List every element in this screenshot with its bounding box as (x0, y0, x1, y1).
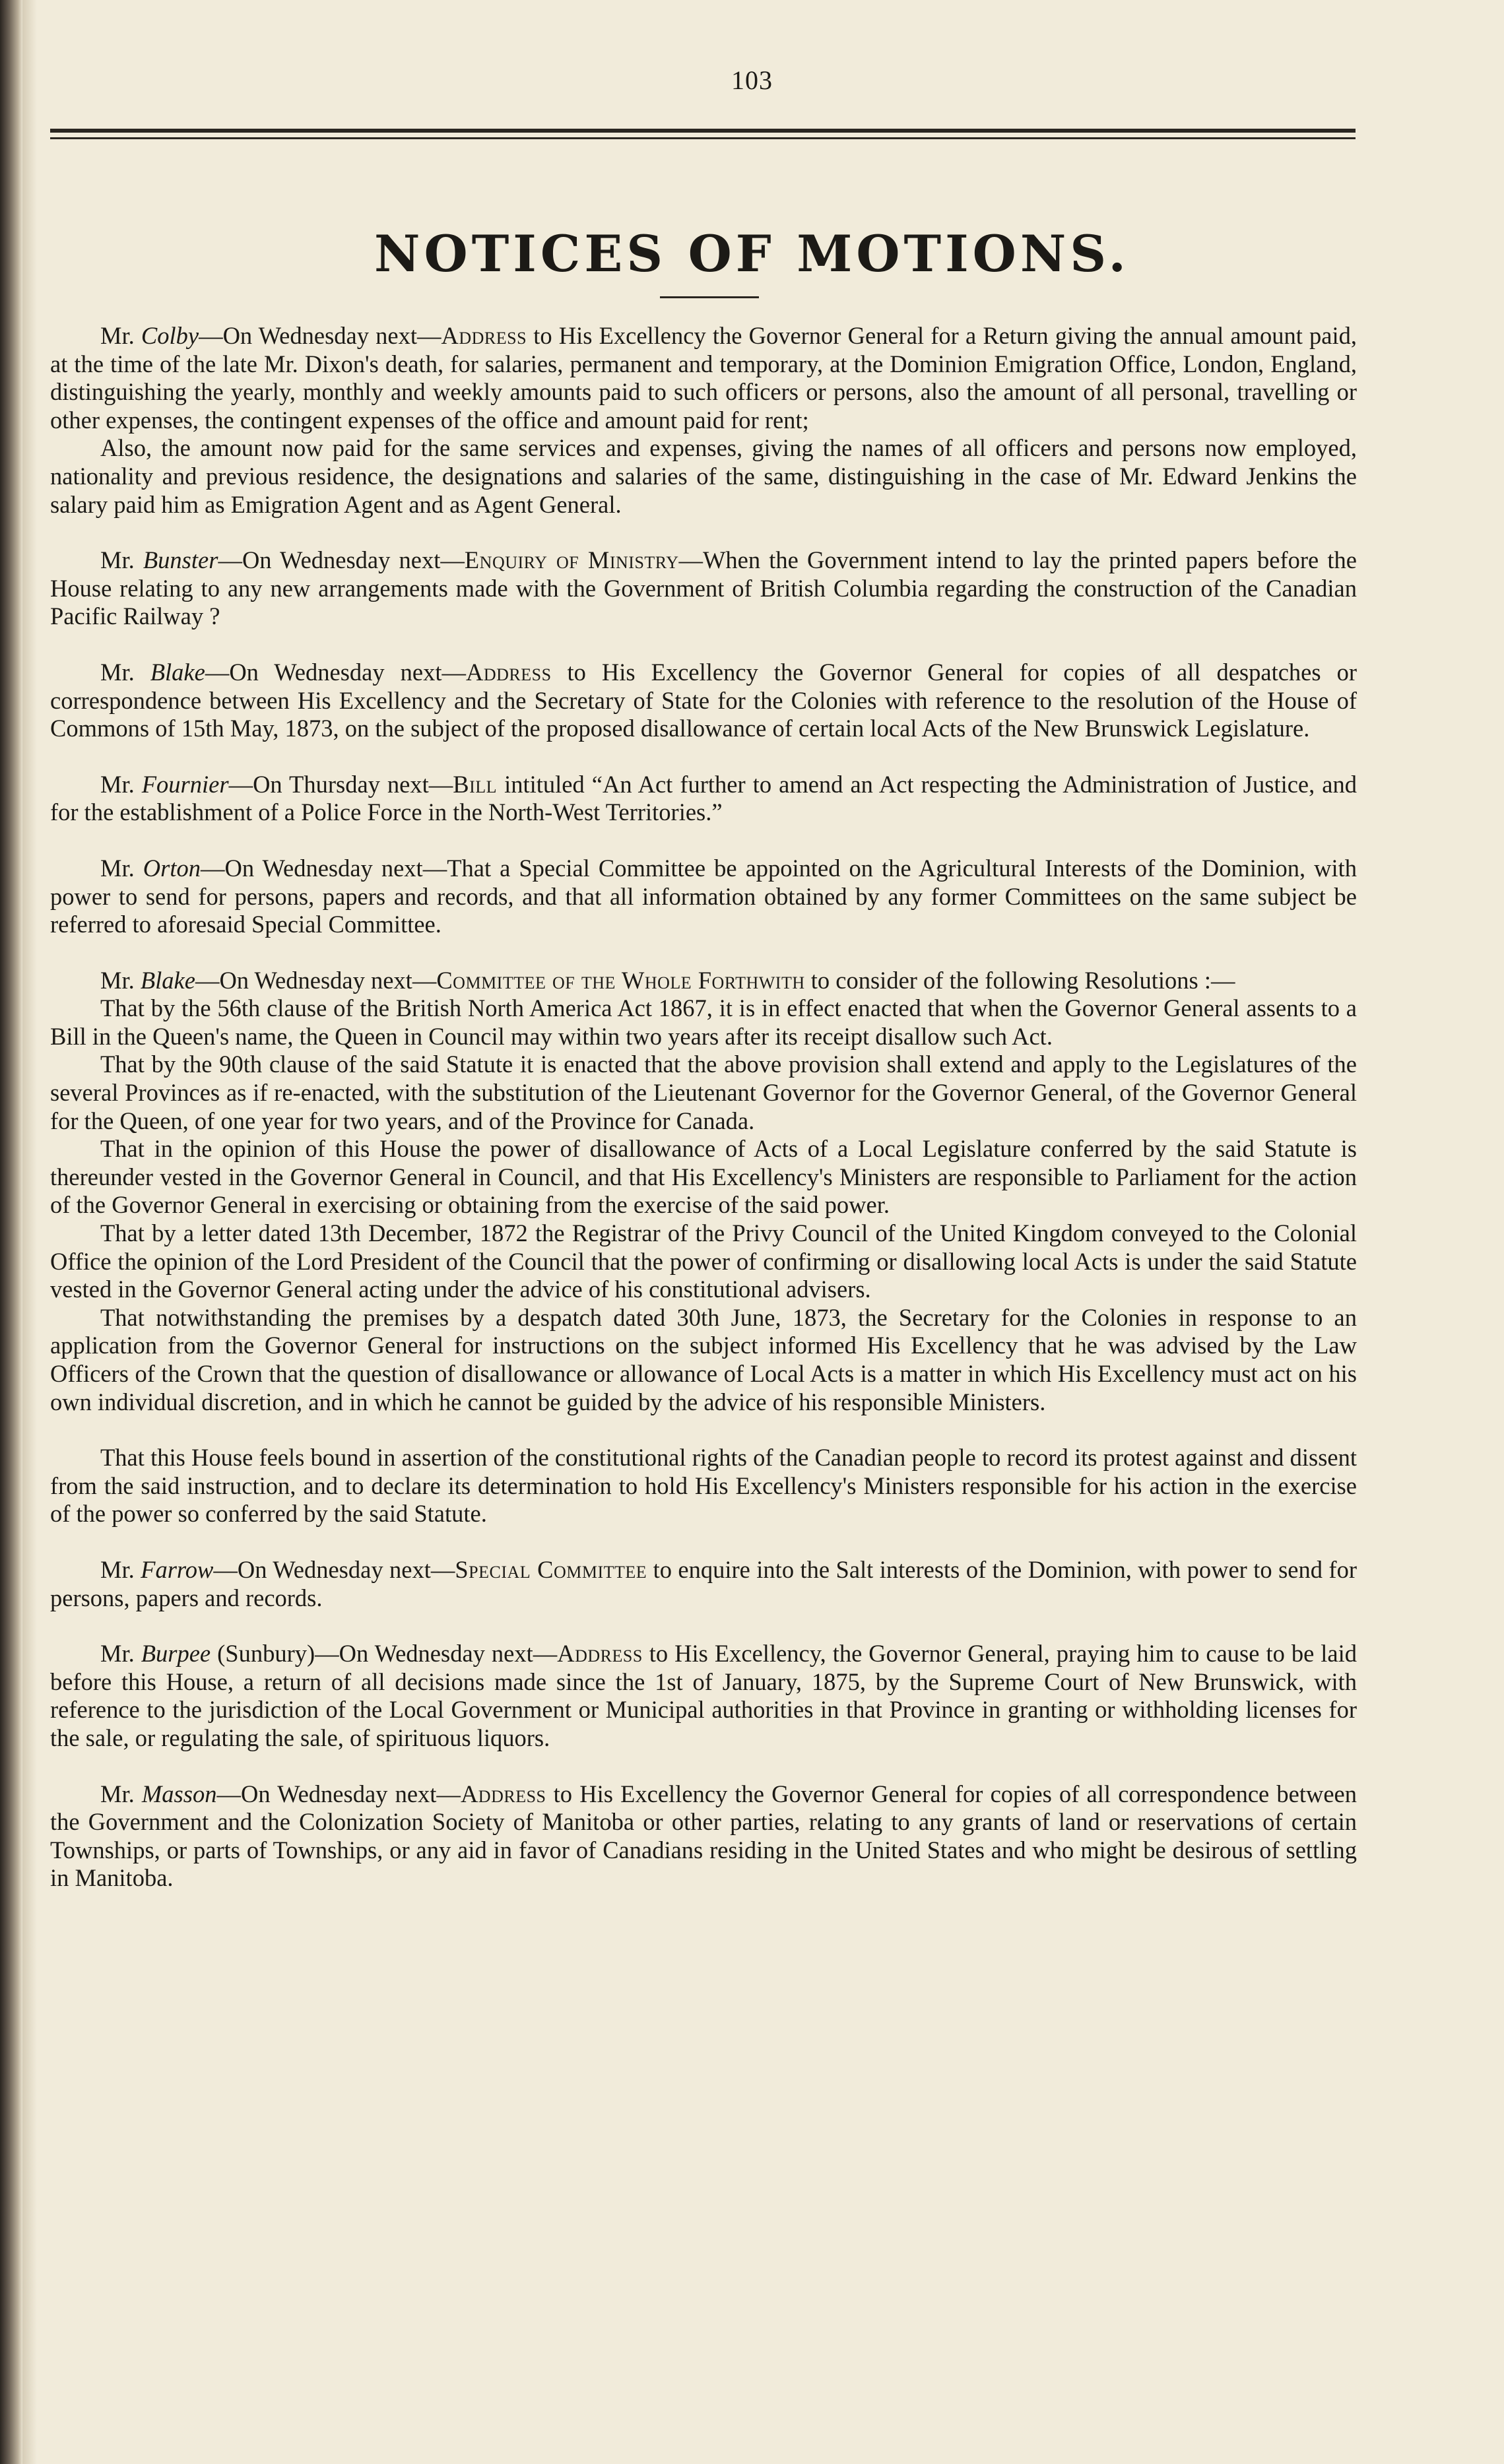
notice-paragraph: Mr. Burpee (Sunbury)—On Wednesday next—Address to His Excellency, the Governor General, praying him to cause to be laid before this House, a return of all decisions made since the 1st of January, 1875, by the Supreme Court of New Brunswick, with reference to the jurisdiction of the Local Government or Municipal authorities in that Province in granting or withholding licenses for the sale, or regulating the sale, of spirituous liquors. (50, 1640, 1357, 1751)
title-underline (660, 296, 759, 298)
member-name: Farrow (141, 1555, 214, 1583)
member-name: Orton (143, 854, 201, 882)
motion-type: Enquiry of Ministry (464, 546, 679, 574)
motion-type: Address (460, 1780, 546, 1807)
motion-type: Address (465, 658, 552, 686)
notice-blake-address (50, 659, 1357, 743)
motion-type: Special Committee (455, 1555, 647, 1583)
resolution-2: That by the 90th clause of the said Statute it is enacted that the above provision shall extend and apply to the Legislatures of the several Provinces as if re-enacted, with the substitution of the Lieutenant Governor for the Governor General, of the Governor General for the Queen, of one year for two years, and of the Province for Canada. (50, 1051, 1357, 1134)
header-rule-thick (50, 129, 1356, 133)
notice-paragraph-continued: Also, the amount now paid for the same services and expenses, giving the names of all officers and persons now employed, nationality and previous residence, the designations and salaries of the same, distinguishing in the case of Mr. Edward Jenkins the salary paid him as Emigration Agent and as Agent General. (50, 434, 1357, 518)
notice-masson (50, 1780, 1357, 1893)
notice-paragraph: Mr. Masson—On Wednesday next—Address to His Excellency the Governor General for copies of all correspondence between the Government and the Colonization Society of Manitoba or other parties, relating to any grants of land or reservations of certain Townships, or parts of Townships, or any aid in favor of Canadians residing in the United States and who might be desirous of settling in Manitoba. (50, 1780, 1357, 1892)
notice-paragraph: Mr. Blake—On Wednesday next—Committee of the Whole Forthwith to consider of the following Resolutions :— (100, 966, 1235, 994)
motion-type: Committee of the Whole Forthwith (436, 966, 805, 994)
notice-blake-resolutions (50, 967, 1357, 1417)
notice-bunster (50, 546, 1357, 631)
page-gutter (22, 0, 37, 2464)
notice-fournier (50, 771, 1357, 827)
motion-type: Address (557, 1640, 643, 1668)
book-binding-shadow (0, 0, 22, 2464)
notice-paragraph: Mr. Bunster—On Wednesday next—Enquiry of Ministry—When the Government intend to lay the printed papers before the House relating to any new arrangements made with the Government of British Columbia regarding the construction of the Canadian Pacific Railway ? (50, 546, 1357, 630)
notice-farrow (50, 1556, 1357, 1612)
notice-orton (50, 855, 1357, 939)
header-rule-thin (50, 137, 1356, 139)
motion-type: Address (441, 322, 527, 349)
motion-type: Bill (453, 770, 498, 798)
notice-burpee (50, 1640, 1357, 1752)
member-name: Masson (141, 1780, 217, 1807)
notices-list (50, 322, 1357, 1893)
notice-paragraph: Mr. Blake—On Wednesday next—Address to His Excellency the Governor General for copies of all despatches or correspondence between His Excellency and the Secretary of State for the Colonies with reference to the resolution of the House of Commons of 15th May, 1873, on the subject of the proposed disallowance of certain local Acts of the New Brunswick Legislature. (50, 658, 1357, 742)
notice-blake-protest (50, 1444, 1357, 1528)
notice-paragraph: That this House feels bound in assertion of the constitutional rights of the Canadian people to record its protest against and dissent from the said instruction, and to declare its determination to hold His Excellency's Ministers responsible for his action in the exercise of the power so conferred by the said Statute. (50, 1444, 1357, 1528)
resolution-5: That notwithstanding the premises by a despatch dated 30th June, 1873, the Secretary for the Colonies in response to an application from the Governor General for instructions on the subject informed His Excellency that he was advised by the Law Officers of the Crown that the question of disallowance or allowance of Local Acts is a matter in which His Excellency must act on his own individual discretion, and in which he cannot be guided by the advice of his responsible Ministers. (50, 1303, 1357, 1415)
resolution-4: That by a letter dated 13th December, 1872 the Registrar of the Privy Council of the United Kingdom conveyed to the Colonial Office the opinion of the Lord President of the Council that the power of confirming or disallowing local Acts is under the said Statute vested in the Governor General acting under the advice of his constitutional advisers. (50, 1219, 1357, 1303)
member-name: Fournier (141, 770, 229, 798)
notice-colby (50, 322, 1357, 519)
member-name: Blake (140, 966, 195, 994)
member-name: Bunster (143, 546, 218, 574)
page-number: 103 (731, 65, 773, 95)
notice-paragraph: Mr. Orton—On Wednesday next—That a Special Committee be appointed on the Agricultural Interests of the Dominion, with power to send for persons, papers and records, and that all information obtained by any former Committees on the same subject be referred to aforesaid Special Committee. (50, 854, 1357, 938)
notice-paragraph: Mr. Farrow—On Wednesday next—Special Committee to enquire into the Salt interests of the Dominion, with power to send for persons, papers and records. (50, 1555, 1357, 1611)
member-name: Blake (150, 658, 205, 686)
resolution-1: That by the 56th clause of the British North America Act 1867, it is in effect enacted that when the Governor General assents to a Bill in the Queen's name, the Queen in Council may within two years after its receipt disallow such Act. (50, 994, 1357, 1050)
member-name: Burpee (141, 1640, 211, 1668)
notice-paragraph: Mr. Fournier—On Thursday next—Bill intituled “An Act further to amend an Act respecting the Administration of Justice, and for the establishment of a Police Force in the North-West Territories.” (50, 770, 1357, 826)
resolution-3: That in the opinion of this House the power of disallowance of Acts of a Local Legislature conferred by the said Statute is thereunder vested in the Governor General in Council, and that His Excellency's Ministers are responsible to Parliament for the action of the Governor General in exercising or obtaining from the exercise of the said power. (50, 1135, 1357, 1219)
member-name: Colby (141, 322, 199, 349)
page-title: NOTICES OF MOTIONS. (374, 224, 1130, 283)
notice-paragraph: Mr. Colby—On Wednesday next—Address to His Excellency the Governor General for a Return giving the annual amount paid, at the time of the late Mr. Dixon's death, for salaries, permanent and temporary, at the Dominion Emigration Office, London, England, distinguishing the yearly, monthly and weekly amounts paid to such officers or persons, also the amount of all personal, travelling or other expenses, the contingent expenses of the office and amount paid for rent; (50, 322, 1357, 434)
